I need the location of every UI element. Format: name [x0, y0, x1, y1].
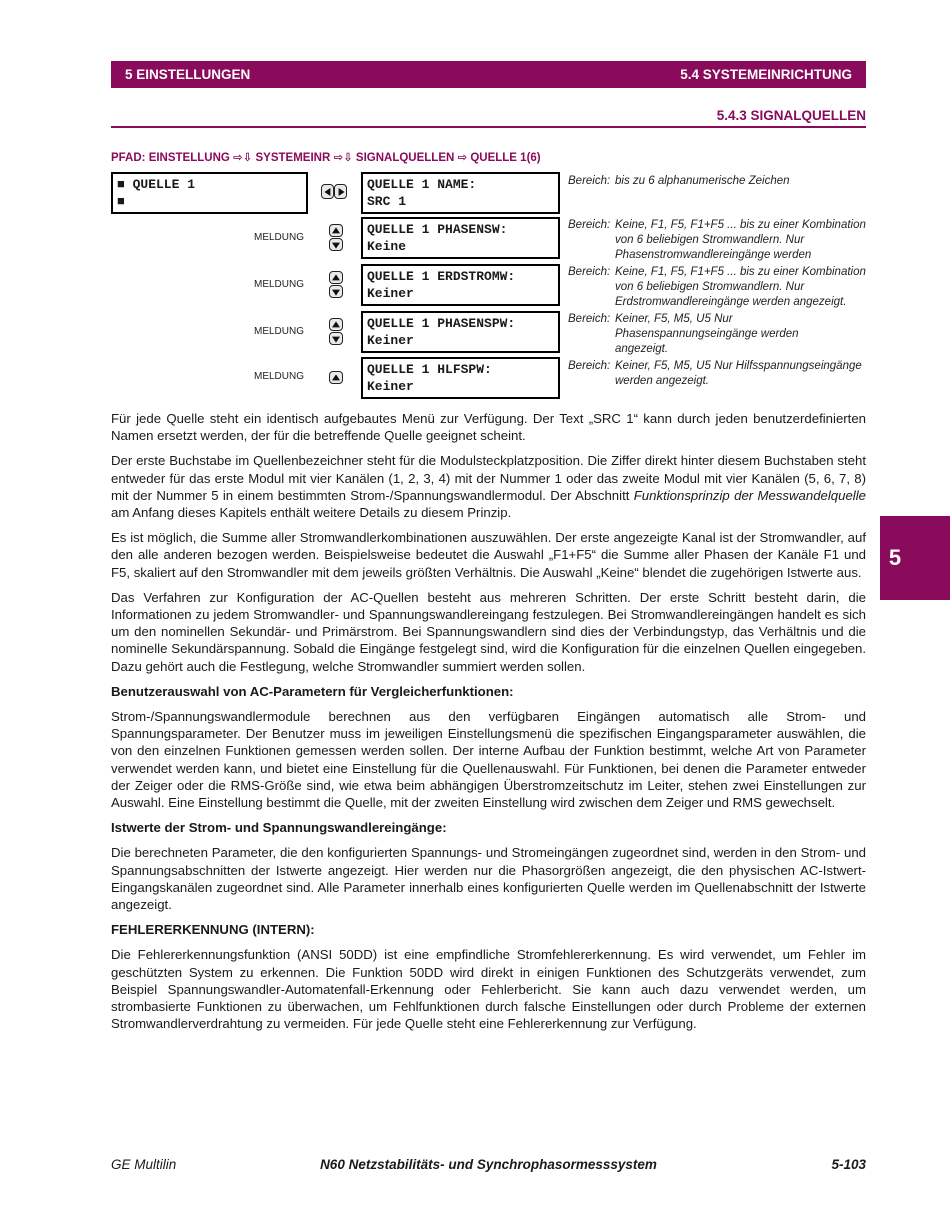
- up-key-icon: [329, 271, 343, 284]
- setting-label: QUELLE 1 HLFSPW:: [367, 362, 492, 377]
- range-text: Keiner, F5, M5, U5 Nur Phasenspannungseingänge werden angezeigt.: [615, 313, 799, 355]
- range-label: Bereich:: [568, 219, 611, 231]
- range-text: Keine, F1, F5, F1+F5 ... bis zu einer Kombination von 6 beliebigen Stromwandlern. Nur Phasenstromwandlereingänge werden: [615, 219, 866, 261]
- section-heading: FEHLERERKENNUNG (INTERN):: [111, 922, 315, 938]
- page-number: 5-103: [831, 1157, 866, 1172]
- menu-main-box: [111, 172, 308, 214]
- down-key-icon: [329, 332, 343, 345]
- up-down-key-icon: [329, 271, 343, 298]
- menu-main-line1: ■ QUELLE 1: [117, 177, 196, 192]
- setting-box-name: [361, 172, 560, 214]
- setting-value: SRC 1: [367, 194, 407, 209]
- down-key-icon: [329, 285, 343, 298]
- menu-main-line2: ■: [117, 194, 125, 209]
- subsection-title: 5.4.3 SIGNALQUELLEN: [716, 108, 866, 123]
- footer-title: N60 Netzstabilitäts- und Synchrophasormesssystem: [320, 1157, 657, 1172]
- chapter-tab: 5: [880, 516, 950, 600]
- header-bar: [111, 61, 866, 88]
- range-label: Bereich:: [568, 360, 611, 372]
- range-phasenspw: [568, 312, 868, 357]
- up-key-icon: [329, 371, 343, 384]
- paragraph: Es ist möglich, die Summe aller Stromwandlerkombinationen auszuwählen. Der erste angezeigte Kanal ist der Stromwandler, auf den alle anderen bezogen werden. Beispielsweise bedeutet die Auswahl „F1+F5“ die Summe aller Phasen der Kanäle F1 und F5, skaliert auf den Stromwandler mit dem jeweils größten Verhältnis. Die Auswahl „Keine“ blendet die zugehörigen Istwerte aus.: [111, 530, 866, 580]
- range-text: bis zu 6 alphanumerische Zeichen: [615, 175, 790, 187]
- setting-label: QUELLE 1 NAME:: [367, 177, 477, 192]
- menu-path: PFAD: EINSTELLUNG ⇨⇩ SYSTEMEINR ⇨⇩ SIGNALQUELLEN ⇨ QUELLE 1(6): [111, 152, 541, 164]
- setting-label: QUELLE 1 ERDSTROMW:: [367, 269, 516, 284]
- paragraph: Für jede Quelle steht ein identisch aufgebautes Menü zur Verfügung. Der Text „SRC 1“ kann durch jeden benutzerdefinierten Namen ersetzt werden, der für die betreffende Quelle geeignet scheint.: [111, 411, 866, 444]
- range-hlfspw: [568, 359, 868, 389]
- section-heading: Benutzerauswahl von AC-Parametern für Vergleicherfunktionen:: [111, 683, 514, 699]
- header-chapter: 5 EINSTELLUNGEN: [125, 67, 251, 82]
- setting-value: Keiner: [367, 379, 414, 394]
- paragraph-text: Der erste Buchstabe im Quellenbezeichner steht für die Modulsteckplatzposition. Die Ziffer direkt hinter diesem Buchstaben steht entweder für das erste Modul mit vier Kanälen (1, 2, 3, 4) mit der Nummer 1 oder das zweite Modul mit vier Kanälen (5, 6, 7, 8) mit der Nummer 5 in einem bestimmten Strom-/Spannungswandlermodul. Der Abschnitt: [111, 453, 866, 503]
- paragraph: Strom-/Spannungswandlermodule berechnen aus den verfügbaren Eingängen automatisch alle Strom- und Spannungsparameter. Der Benutzer muss im jeweiligen Einstellungsmenü die spezifischen Eingangsparameter auswählen, die von den einzelnen Funktionen gemessen werden sollen. Der interne Aufbau der Funktion bestimmt, welche Art von Parameter verwendet werden kann, und bietet eine Einstellung für die Quellenauswahl. Für Funktionen, bei denen die Parameter entweder der Zeiger oder die RMS-Größe sind, wie etwa beim abhängigen Überstromzeitschutz im Leiter, stehen zwei Einstellungen zur Auswahl. Eine Einstellung bestimmt die Quelle, mit der zweiten Einstellung wird zwischen dem Zeiger und RMS gewechselt.: [111, 709, 866, 811]
- setting-value: Keiner: [367, 286, 414, 301]
- setting-box-phasenspw: [361, 311, 560, 353]
- up-down-key-icon: [329, 224, 343, 251]
- up-key-icon: [329, 371, 343, 384]
- meldung-label: MELDUNG: [254, 326, 305, 337]
- paragraph: [111, 452, 866, 521]
- header-section: 5.4 SYSTEMEINRICHTUNG: [680, 67, 852, 82]
- right-key-icon: [334, 184, 347, 199]
- setting-box-hlfspw: [361, 357, 560, 399]
- paragraph: Die berechneten Parameter, die den konfigurierten Spannungs- und Stromeingängen zugeordnet sind, werden in den Strom- und Spannungsabschnitten der Istwerte angezeigt. Hier werden nur die Phasorgrößen angezeigt, die den physischen AC-Istwert-Eingangskanälen zugeordnet sind. Alle Parameter innerhalb eines konfigurierten Quelle werden im Quellenabschnitt der Istwerte angezeigt.: [111, 845, 866, 913]
- setting-box-erdstromw: [361, 264, 560, 306]
- setting-label: QUELLE 1 PHASENSW:: [367, 222, 508, 237]
- setting-value: Keiner: [367, 333, 414, 348]
- range-label: Bereich:: [568, 266, 611, 278]
- range-phasensw: [568, 218, 868, 263]
- italic-reference: Funktionsprinzip der Messwandelquelle: [633, 487, 867, 503]
- meldung-label: MELDUNG: [254, 371, 305, 382]
- range-erdstromw: [568, 265, 868, 310]
- section-heading: Istwerte der Strom- und Spannungswandlereingänge:: [111, 820, 447, 836]
- setting-box-phasensw: [361, 217, 560, 259]
- setting-value: Keine: [367, 239, 407, 254]
- range-text: Keine, F1, F5, F1+F5 ... bis zu einer Kombination von 6 beliebigen Stromwandlern. Nur Erdstromwandlereingänge werden angezeigt.: [615, 266, 866, 308]
- setting-label: QUELLE 1 PHASENSPW:: [367, 316, 516, 331]
- up-down-key-icon: [329, 318, 343, 345]
- paragraph: Das Verfahren zur Konfiguration der AC-Quellen besteht aus mehreren Schritten. Der erste Schritt besteht darin, die Informationen zu jedem Stromwandler- und Spannungswandlereingang festzulegen. Bei Stromwandlereingängen handelt es sich um den nominellen Sekundär- und Primärstrom. Bei Spannungswandlern sind dies der Verbindungstyp, das Verhältnis und die nominelle Sekundärspannung. Sobald die Eingänge festgelegt sind, wird die Konfiguration für die einzelnen Quellen eingegeben. Dazu gehört auch die Festlegung, welche Stromwandler summiert werden sollen.: [111, 589, 866, 674]
- range-label: Bereich:: [568, 313, 611, 325]
- paragraph-text: am Anfang dieses Kapitels enthält weitere Details zu diesem Prinzip.: [111, 505, 512, 521]
- meldung-label: MELDUNG: [254, 232, 305, 243]
- body-text: [111, 410, 866, 1041]
- up-key-icon: [329, 318, 343, 331]
- down-key-icon: [329, 238, 343, 251]
- paragraph: Die Fehlererkennungsfunktion (ANSI 50DD) ist eine empfindliche Stromfehlererkennung. Es wird verwendet, um Fehler im geschützten System zu erkennen. Die Funktion 50DD wird direkt in einigen Funktionen des Schutzgeräts verwendet, zum Beispiel Spannungswandler-Automatenfall-Erkennung oder Fehlerbericht. Sie kann auch dazu verwendet werden, um strombasierte Funktionen zu überwachen, um Fehlfunktionen durch falsche Einstellungen oder durch Probleme der externen Stromwandlerverdrahtung zu vermeiden. Für jede Quelle steht eine Fehlererkennung zur Verfügung.: [111, 947, 866, 1032]
- range-name: [568, 174, 868, 189]
- subsection-rule: [111, 126, 866, 128]
- range-text: Keiner, F5, M5, U5 Nur Hilfsspannungseingänge werden angezeigt.: [615, 360, 862, 387]
- left-right-key-icon: [321, 184, 347, 199]
- footer-company: GE Multilin: [111, 1157, 177, 1172]
- left-key-icon: [321, 184, 334, 199]
- meldung-label: MELDUNG: [254, 279, 305, 290]
- range-label: Bereich:: [568, 175, 611, 187]
- up-key-icon: [329, 224, 343, 237]
